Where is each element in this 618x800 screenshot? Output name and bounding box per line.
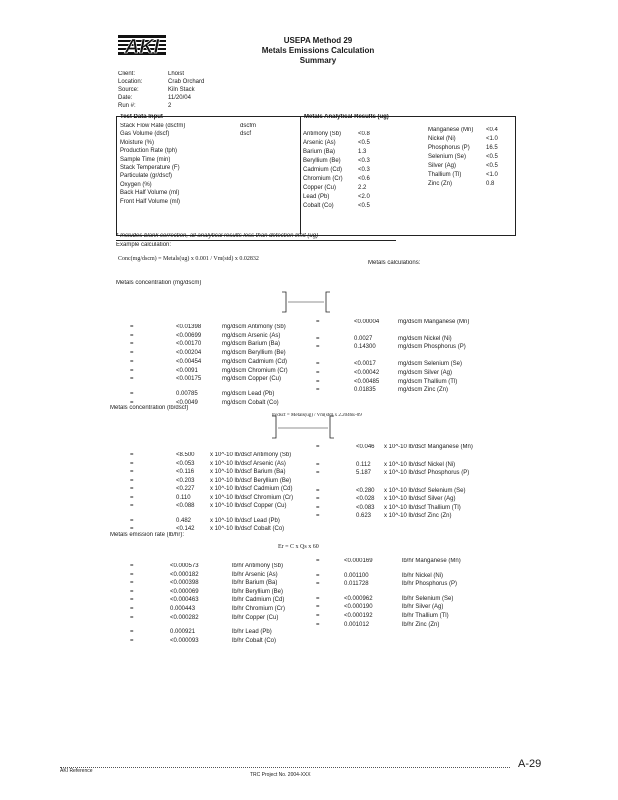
analyte-label: Zinc (Zn) — [428, 181, 452, 187]
lbdscf-row: = <0.028 x 10^-10 lb/dscf Silver (Ag) — [316, 496, 456, 502]
footer-rule — [60, 767, 510, 768]
lbhr-row: = <0.000962 lb/hr Selenium (Se) — [316, 595, 454, 602]
lbhr-row: = 0.001012 lb/hr Zinc (Zn) — [316, 621, 440, 628]
analyte-label: Copper (Cu) — [303, 185, 337, 191]
analyte-label: Thallium (Tl) — [428, 172, 462, 178]
analyte-value: <1.0 — [486, 136, 498, 142]
mgdscm-right-block — [316, 318, 469, 395]
table-divider — [300, 116, 301, 234]
lbdscf-row: = 0.112 x 10^-10 lb/dscf Nickel (Ni) — [316, 461, 456, 468]
mgdscm-row: = 0.01835 mg/dscm Zinc (Zn) — [316, 387, 449, 394]
analytical-heading: Metals Analytical Results (ug) — [304, 114, 389, 120]
client-info-labels — [118, 70, 142, 110]
lbhr-row: = <0.000463 lb/hr Cadmium (Cd) — [130, 597, 285, 604]
analyte-label: Cobalt (Co) — [303, 203, 334, 209]
logo-text: AKI — [124, 36, 160, 58]
analytical-left-values — [358, 130, 370, 211]
client-value: 11/20/04 — [168, 95, 191, 101]
analytical-right-values — [486, 126, 498, 189]
client-value: Kiln Stack — [168, 87, 195, 93]
test-data-label: Gas Volume (dscf) — [120, 131, 170, 138]
document-header — [248, 36, 388, 66]
lbhr-row: = 0.001100 lb/hr Nickel (Ni) — [316, 572, 444, 579]
analyte-label: Chromium (Cr) — [303, 176, 343, 182]
test-data-heading: Test Data Input — [120, 114, 163, 120]
analyte-value: <0.3 — [358, 158, 370, 164]
mgdscm-row: = <0.0017 mg/dscm Selenium (Se) — [316, 361, 463, 368]
lbdscf-row: = 0.623 x 10^-10 lb/dscf Zinc (Zn) — [316, 513, 452, 519]
lbhr-row: = <0.000192 lb/hr Thallium (Tl) — [316, 612, 449, 619]
test-data-label: Back Half Volume (ml) — [120, 190, 180, 197]
test-data-label: Particulate (gr/dscf) — [120, 173, 173, 180]
analyte-label: Barium (Ba) — [303, 149, 336, 155]
lbhr-row: = <0.000069 lb/hr Beryllium (Be) — [130, 588, 284, 595]
lbhr-row: = 0.000443 lb/hr Chromium (Cr) — [130, 605, 286, 612]
lbhr-row: = <0.000093 lb/hr Cobalt (Co) — [130, 637, 277, 644]
footer-left-text: AKI Reference — [60, 768, 93, 774]
lbdscf-row: = <0.088 x 10^-10 lb/dscf Copper (Cu) — [130, 503, 287, 509]
page-number: A-29 — [518, 758, 542, 770]
lbhr-row: = <0.000398 lb/hr Barium (Ba) — [130, 580, 278, 587]
mgdscm-row: = <0.00042 mg/dscm Silver (Ag) — [316, 369, 453, 376]
test-data-label: Stack Temperature (F) — [120, 165, 180, 172]
lbdscf-row: = 0.110 x 10^-10 lb/dscf Chromium (Cr) — [130, 494, 294, 501]
analytical-left-labels — [303, 130, 343, 211]
test-data-label: Production Rate (tph) — [120, 148, 178, 155]
analytical-right-labels — [428, 126, 473, 189]
test-data-label: Stack Flow Rate (dscfm) — [120, 123, 186, 129]
mgdscm-left-block — [130, 323, 288, 407]
client-info-values — [168, 70, 204, 110]
client-label: Client: — [118, 71, 136, 77]
lbdscf-left-block — [130, 451, 293, 534]
analyte-value: 16.5 — [486, 145, 498, 151]
analyte-label: Nickel (Ni) — [428, 136, 456, 142]
aki-logo — [116, 33, 168, 59]
lbhr-row: = <0.000282 lb/hr Copper (Cu) — [130, 614, 279, 621]
analyte-label: Phosphorus (P) — [428, 145, 470, 151]
main-formula: Conc(mg/dscm) = Metals(ug) x 0.001 / Vm(std) x 0.02832 — [118, 256, 259, 262]
analyte-value: <0.5 — [358, 140, 370, 146]
analyte-label: Manganese (Mn) — [428, 127, 474, 133]
lbhr-row: = <0.000573 lb/hr Antimony (Sb) — [130, 563, 284, 569]
analyte-value: 1.3 — [358, 149, 367, 155]
test-data-label: Moisture (%) — [120, 139, 155, 146]
lbdscf-right-block — [316, 443, 473, 521]
formula-rate: Er = C x Qs x 60 — [278, 544, 319, 550]
lbdscf-row: = 5.187 x 10^-10 lb/dscf Phosphorus (P) — [316, 470, 470, 476]
analyte-label: Antimony (Sb) — [303, 131, 342, 137]
conc-mgdscm-label: Metals concentration (mg/dscm) — [116, 280, 202, 286]
test-data-label: Sample Time (min) — [120, 156, 171, 163]
client-label: Run #: — [118, 103, 136, 109]
mgdscm-row: = 0.0027 mg/dscm Nickel (Ni) — [316, 335, 452, 342]
client-label: Location: — [118, 79, 143, 85]
header-title-line2: Metals Emissions Calculation Summary — [261, 46, 375, 65]
lbhr-row: = 0.000921 lb/hr Lead (Pb) — [130, 629, 272, 636]
lbhr-left-block — [130, 562, 285, 645]
mgdscm-row: = <0.00004 mg/dscm Manganese (Mn) — [316, 319, 470, 325]
mgdscm-row: = <0.0091 mg/dscm Chromium (Cr) — [130, 367, 288, 374]
analyte-label: Cadmium (Cd) — [303, 167, 343, 173]
test-data-label: Front Half Volume (ml) — [120, 198, 181, 205]
test-data-unit: dscfm — [240, 123, 257, 129]
lbdscf-row: = 0.482 x 10^-10 lb/dscf Lead (Pb) — [130, 517, 280, 524]
bracket-formula-1 — [268, 288, 348, 316]
analyte-value: 2.2 — [358, 185, 367, 191]
lbdscf-row: = <0.227 x 10^-10 lb/dscf Cadmium (Cd) — [130, 486, 293, 492]
lbdscf-row: = <0.083 x 10^-10 lb/dscf Thallium (Tl) — [316, 504, 461, 511]
mgdscm-row: = <0.00454 mg/dscm Cadmium (Cd) — [130, 358, 288, 365]
lbhr-row: = <0.000190 lb/hr Silver (Ag) — [316, 604, 444, 611]
client-value: Crab Orchard — [168, 79, 205, 85]
example-calcs-label: Example calculation: — [116, 242, 172, 248]
lbdscf-row: = <0.046 x 10^-10 lb/dscf Manganese (Mn) — [316, 444, 473, 450]
mgdscm-row: = <0.01398 mg/dscm Antimony (Sb) — [130, 324, 286, 330]
lbhr-row: = <0.000169 lb/hr Manganese (Mn) — [316, 558, 461, 564]
lbdscf-row: = <0.280 x 10^-10 lb/dscf Selenium (Se) — [316, 487, 466, 494]
mgdscm-row: = <0.00485 mg/dscm Thallium (Tl) — [316, 378, 458, 385]
note-line: * Includes blank correction, all analytical results less than detection limit (ug) — [116, 233, 319, 239]
mgdscm-row: = <0.00699 mg/dscm Arsenic (As) — [130, 332, 281, 339]
analyte-value: <1.0 — [486, 172, 498, 178]
client-value: 2 — [168, 103, 172, 109]
analyte-value: <0.6 — [358, 176, 370, 182]
lbdscf-row: = <0.203 x 10^-10 lb/dscf Beryllium (Be) — [130, 477, 292, 484]
mgdscm-row: = <0.0049 mg/dscm Cobalt (Co) — [130, 399, 279, 406]
analyte-label: Beryllium (Be) — [303, 158, 341, 164]
client-label: Source: — [118, 87, 139, 93]
mgdscm-row: = 0.14300 mg/dscm Phosphorus (P) — [316, 344, 466, 351]
lbhr-row: = <0.000182 lb/hr Arsenic (As) — [130, 571, 278, 578]
analyte-value: <0.5 — [486, 163, 498, 169]
lbdscf-row: = <0.053 x 10^-10 lb/dscf Arsenic (As) — [130, 460, 286, 467]
analyte-label: Arsenic (As) — [303, 140, 336, 146]
analyte-value: <2.0 — [358, 194, 370, 200]
footer-center-text: TRC Project No. 2004-XXX — [250, 772, 311, 778]
mgdscm-row: = <0.00175 mg/dscm Copper (Cu) — [130, 376, 282, 383]
analyte-label: Silver (Ag) — [428, 163, 457, 169]
analyte-value: <0.5 — [358, 203, 370, 209]
client-value: Lhoist — [168, 71, 185, 77]
lbhr-row: = 0.011728 lb/hr Phosphorus (P) — [316, 581, 458, 588]
test-data-label: Oxygen (%) — [120, 181, 152, 188]
analyte-value: <0.3 — [358, 167, 370, 173]
analyte-value: <0.4 — [486, 127, 498, 133]
client-label: Date: — [118, 95, 133, 101]
analyte-value: <0.8 — [358, 131, 370, 137]
analyte-value: 0.8 — [486, 181, 495, 187]
conc-lbdscf-label: Metals concentration (lb/dscf) — [110, 405, 189, 411]
analyte-label: Selenium (Se) — [428, 154, 467, 160]
lbdscf-row: = <0.142 x 10^-10 lb/dscf Cobalt (Co) — [130, 526, 285, 532]
note-underline — [116, 240, 396, 241]
lbhr-right-block — [316, 557, 461, 629]
mercury-label: Metals calculations: — [368, 260, 421, 266]
lbdscf-row: = <0.116 x 10^-10 lb/dscf Barium (Ba) — [130, 469, 286, 475]
formula-lb: lb/dscf = Metals(ug) / Vm(std) x 2.2046E-09 — [272, 413, 362, 418]
emission-rate-label: Metals emission rate (lb/hr): — [110, 532, 185, 538]
mgdscm-row: = 0.00785 mg/dscm Lead (Pb) — [130, 390, 275, 397]
test-data-unit: dscf — [240, 131, 252, 138]
header-title-line1: USEPA Method 29 — [283, 36, 353, 45]
analyte-label: Lead (Pb) — [303, 194, 330, 200]
mgdscm-row: = <0.00170 mg/dscm Barium (Ba) — [130, 341, 281, 348]
test-data-units — [240, 122, 256, 139]
test-data-labels — [120, 122, 185, 206]
analyte-value: <0.5 — [486, 154, 498, 160]
mgdscm-row: = <0.00204 mg/dscm Beryllium (Be) — [130, 350, 286, 357]
lbdscf-row: = <8.500 x 10^-10 lb/dscf Antimony (Sb) — [130, 452, 292, 458]
